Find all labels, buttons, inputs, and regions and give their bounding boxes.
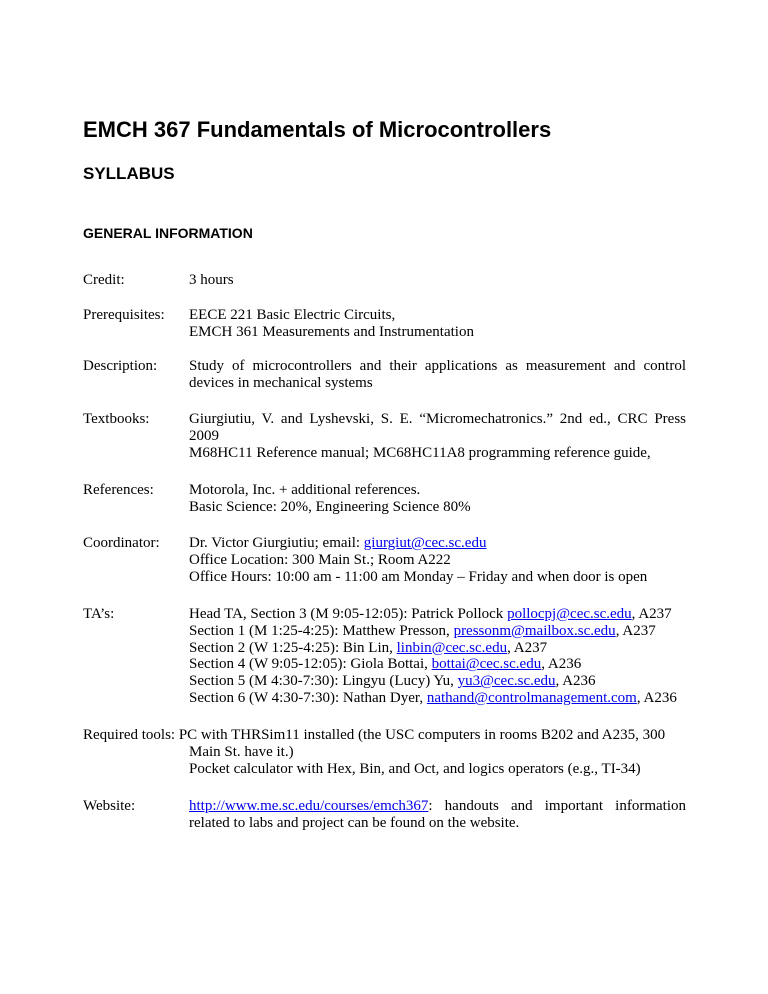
- tas-list: [189, 606, 686, 707]
- required-tools-item-continued: Main St. have it.): [189, 743, 294, 760]
- prerequisite-item: EECE 221 Basic Electric Circuits,: [189, 307, 396, 323]
- general-information-heading: GENERAL INFORMATION: [83, 225, 253, 241]
- prerequisites-value: [189, 307, 686, 341]
- coordinator-contact: [189, 535, 686, 552]
- references-value: [189, 482, 686, 516]
- required-tools-label: Required tools:: [83, 727, 176, 743]
- description-value: Study of microcontrollers and their applications as measurement and control devices in mechanical systems: [189, 358, 686, 391]
- website-description: : handouts and important information related to labs and project can be found on the website.: [189, 798, 686, 831]
- ta-entry: Section 4 (W 9:05-12:05): Giola Bottai, bottai@cec.sc.edu, A236: [189, 656, 582, 673]
- website-label: Website:: [83, 798, 136, 814]
- coordinator-email-link[interactable]: giurgiut@cec.sc.edu: [363, 535, 487, 551]
- ta-entry: Head TA, Section 3 (M 9:05-12:05): Patrick Pollock pollocpj@cec.sc.edu, A237: [189, 606, 672, 622]
- coordinator-hours: Office Hours: 10:00 am - 11:00 am Monday – Friday and when door is open: [189, 568, 648, 585]
- prerequisites-label: Prerequisites:: [83, 307, 165, 323]
- credit-label: Credit:: [83, 272, 125, 288]
- ta-email-link[interactable]: bottai@cec.sc.edu: [431, 656, 542, 673]
- reference-item: Motorola, Inc. + additional references.: [189, 482, 421, 498]
- syllabus-heading: SYLLABUS: [83, 164, 175, 183]
- website-value: [189, 798, 686, 832]
- textbook-item: M68HC11 Reference manual; MC68HC11A8 programming reference guide,: [189, 444, 651, 461]
- website-link[interactable]: http://www.me.sc.edu/courses/emch367: [189, 798, 429, 814]
- ta-email-link[interactable]: pollocpj@cec.sc.edu: [507, 606, 632, 622]
- reference-item: Basic Science: 20%, Engineering Science 80%: [189, 498, 471, 515]
- references-label: References:: [83, 482, 154, 498]
- ta-email-link[interactable]: yu3@cec.sc.edu: [457, 673, 556, 690]
- page-title: EMCH 367 Fundamentals of Microcontrollers: [83, 117, 552, 142]
- textbooks-value: [189, 411, 686, 461]
- ta-entry: Section 2 (W 1:25-4:25): Bin Lin, linbin@cec.sc.edu, A237: [189, 639, 548, 656]
- coordinator-office: Office Location: 300 Main St.; Room A222: [189, 551, 451, 568]
- credit-value: 3 hours: [189, 272, 234, 288]
- ta-entry: Section 1 (M 1:25-4:25): Matthew Presson, pressonm@mailbox.sc.edu, A237: [189, 622, 656, 639]
- ta-entry: Section 5 (M 4:30-7:30): Lingyu (Lucy) Yu, yu3@cec.sc.edu, A236: [189, 673, 596, 690]
- required-tools-item: Pocket calculator with Hex, Bin, and Oct, and logics operators (e.g., TI-34): [189, 760, 641, 777]
- required-tools-line: [83, 727, 686, 744]
- ta-email-link[interactable]: pressonm@mailbox.sc.edu: [453, 622, 616, 639]
- textbook-item: Giurgiutiu, V. and Lyshevski, S. E. “Micromechatronics.” 2nd ed., CRC Press 2009: [189, 411, 686, 444]
- ta-email-link[interactable]: linbin@cec.sc.edu: [396, 639, 508, 656]
- ta-entry: Section 6 (W 4:30-7:30): Nathan Dyer, nathand@controlmanagement.com, A236: [189, 689, 677, 706]
- coordinator-name: Dr. Victor Giurgiutiu; email:: [189, 535, 364, 551]
- required-tools-item: PC with THRSim11 installed (the USC computers in rooms B202 and A235, 300: [178, 727, 666, 743]
- coordinator-value: [189, 535, 686, 585]
- ta-email-link[interactable]: nathand@controlmanagement.com: [426, 689, 637, 706]
- required-tools-block: [83, 727, 686, 777]
- tas-label: TA’s:: [83, 606, 115, 622]
- prerequisite-item: EMCH 361 Measurements and Instrumentation: [189, 323, 474, 340]
- textbooks-label: Textbooks:: [83, 411, 150, 427]
- coordinator-label: Coordinator:: [83, 535, 160, 551]
- description-label: Description:: [83, 358, 158, 374]
